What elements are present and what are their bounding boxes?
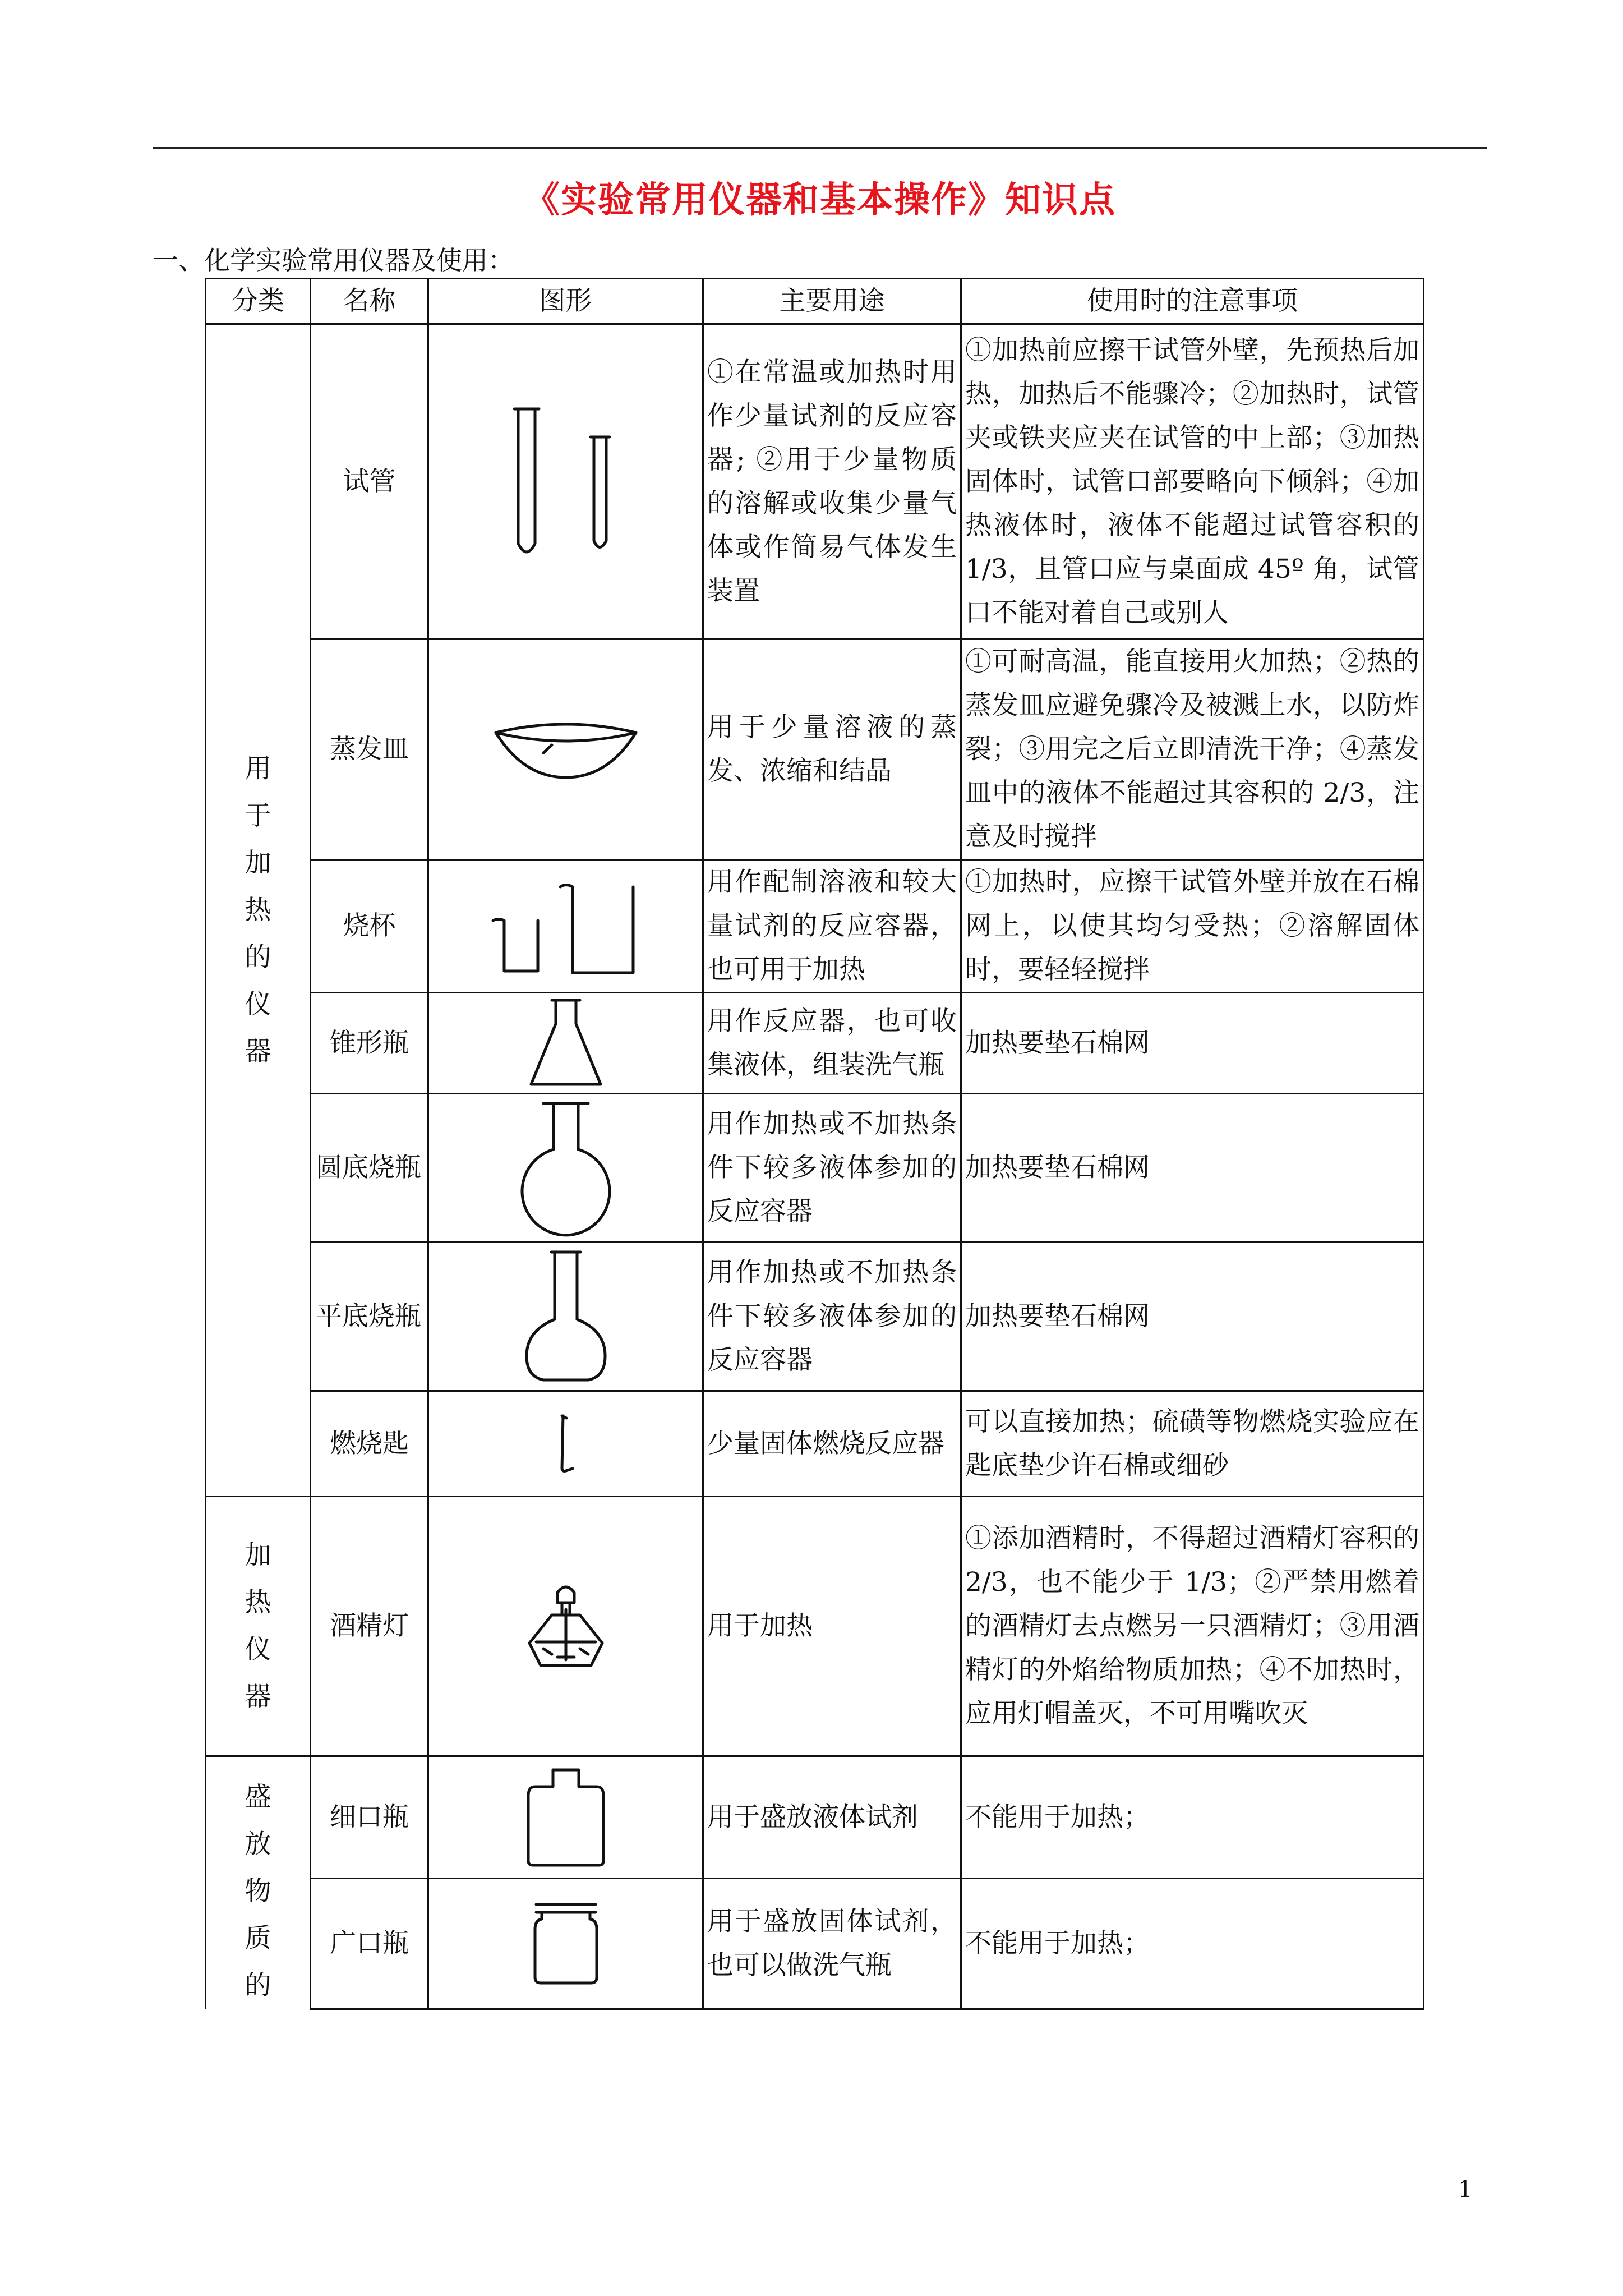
header-category: 分类 [206, 279, 311, 324]
figure-cell [428, 1497, 703, 1756]
test-tube-icon [482, 398, 650, 566]
figure-cell [428, 1243, 703, 1391]
page-number: 1 [1458, 2177, 1473, 2202]
figure-cell [428, 639, 703, 860]
instrument-notes: ①添加酒精时，不得超过酒精灯容积的 2/3，也不能少于 1/3；②严禁用燃着的酒精灯去点燃另一只酒精灯；③用酒精灯的外焰给物质加热；④不加热时，应用灯帽盖灭，不可用嘴吹灭 [961, 1497, 1424, 1756]
category-storage [206, 1756, 311, 2010]
table-row [206, 324, 1424, 639]
alcohol-lamp-icon [518, 1576, 614, 1677]
instrument-use: 用于少量溶液的蒸发、浓缩和结晶 [703, 639, 961, 860]
category-label: 用于加热的仪器 [245, 753, 271, 1067]
figure-cell [428, 860, 703, 993]
header-name: 名称 [311, 279, 428, 324]
instrument-name: 锥形瓶 [311, 993, 428, 1094]
instrument-notes: 不能用于加热； [961, 1756, 1424, 1879]
evaporating-dish-icon [490, 716, 642, 783]
instrument-use: 用作配制溶液和较大量试剂的反应容器，也可用于加热 [703, 860, 961, 993]
instrument-notes: 加热要垫石棉网 [961, 993, 1424, 1094]
combustion-spoon-icon [543, 1410, 588, 1478]
conical-flask-icon [521, 996, 611, 1091]
figure-cell [428, 993, 703, 1094]
category-heating-use [206, 324, 311, 1497]
figure-cell [428, 1094, 703, 1243]
instrument-notes: ①可耐高温，能直接用火加热；②热的蒸发皿应避免骤冷及被溅上水，以防炸裂；③用完之后立即清洗干净；④蒸发皿中的液体不能超过其容积的 2/3，注意及时搅拌 [961, 639, 1424, 860]
header-rule [153, 147, 1487, 149]
instrument-use: 用作反应器，也可收集液体，组装洗气瓶 [703, 993, 961, 1094]
instrument-use: 用于盛放固体试剂，也可以做洗气瓶 [703, 1879, 961, 2009]
table-row [206, 860, 1424, 993]
category-label: 盛放物质的 [245, 1782, 271, 2001]
instrument-notes: 不能用于加热； [961, 1879, 1424, 2009]
instrument-name: 细口瓶 [311, 1756, 428, 1879]
instrument-use: 用于加热 [703, 1497, 961, 1756]
instrument-name: 平底烧瓶 [311, 1243, 428, 1391]
narrow-mouth-bottle-icon [524, 1764, 608, 1871]
header-notes: 使用时的注意事项 [961, 279, 1424, 324]
table-row [206, 1094, 1424, 1243]
instrument-notes: ①加热前应擦干试管外壁，先预热后加热，加热后不能骤冷；②加热时，试管夹或铁夹应夹在试管的中上部；③加热固体时，试管口部要略向下倾斜；④加热液体时，液体不能超过试管容积的 1/3，且管口应与桌面成 45º 角，试管口不能对着自己或别人 [961, 324, 1424, 639]
section-heading: 一、化学实验常用仪器及使用： [153, 245, 514, 275]
figure-cell [428, 324, 703, 639]
table-row [206, 1756, 1424, 1879]
instrument-name: 酒精灯 [311, 1497, 428, 1756]
beaker-icon [482, 873, 650, 979]
table-row [206, 639, 1424, 860]
table-row [206, 1497, 1424, 1756]
instrument-name: 烧杯 [311, 860, 428, 993]
category-label: 加热仪器 [245, 1540, 271, 1712]
instrument-name: 蒸发皿 [311, 639, 428, 860]
flat-bottom-flask-icon [510, 1246, 622, 1387]
figure-cell [428, 1391, 703, 1497]
instrument-notes: 加热要垫石棉网 [961, 1094, 1424, 1243]
instrument-table [205, 278, 1424, 2010]
instrument-name: 试管 [311, 324, 428, 639]
instrument-name: 广口瓶 [311, 1879, 428, 2009]
header-figure: 图形 [428, 279, 703, 324]
wide-mouth-bottle-icon [529, 1899, 602, 1989]
instrument-use: 用作加热或不加热条件下较多液体参加的反应容器 [703, 1094, 961, 1243]
figure-cell [428, 1756, 703, 1879]
round-bottom-flask-icon [510, 1098, 622, 1238]
page-title: 《实验常用仪器和基本操作》知识点 [524, 179, 1116, 221]
instrument-name: 圆底烧瓶 [311, 1094, 428, 1243]
instrument-notes: ①加热时，应擦干试管外壁并放在石棉网上，以使其均匀受热；②溶解固体时，要轻轻搅拌 [961, 860, 1424, 993]
instrument-use: 用作加热或不加热条件下较多液体参加的反应容器 [703, 1243, 961, 1391]
table-row [206, 1879, 1424, 2009]
instrument-notes: 可以直接加热；硫磺等物燃烧实验应在匙底垫少许石棉或细砂 [961, 1391, 1424, 1497]
table-row [206, 1243, 1424, 1391]
table-row [206, 1391, 1424, 1497]
table-row [206, 993, 1424, 1094]
header-use: 主要用途 [703, 279, 961, 324]
figure-cell [428, 1879, 703, 2009]
instrument-use: 用于盛放液体试剂 [703, 1756, 961, 1879]
instrument-use: 少量固体燃烧反应器 [703, 1391, 961, 1497]
category-heating-instrument [206, 1497, 311, 1756]
instrument-notes: 加热要垫石棉网 [961, 1243, 1424, 1391]
instrument-name: 燃烧匙 [311, 1391, 428, 1497]
instrument-use: ①在常温或加热时用作少量试剂的反应容器; ②用于少量物质的溶解或收集少量气体或作简易气体发生装置 [703, 324, 961, 639]
table-header-row [206, 279, 1424, 324]
